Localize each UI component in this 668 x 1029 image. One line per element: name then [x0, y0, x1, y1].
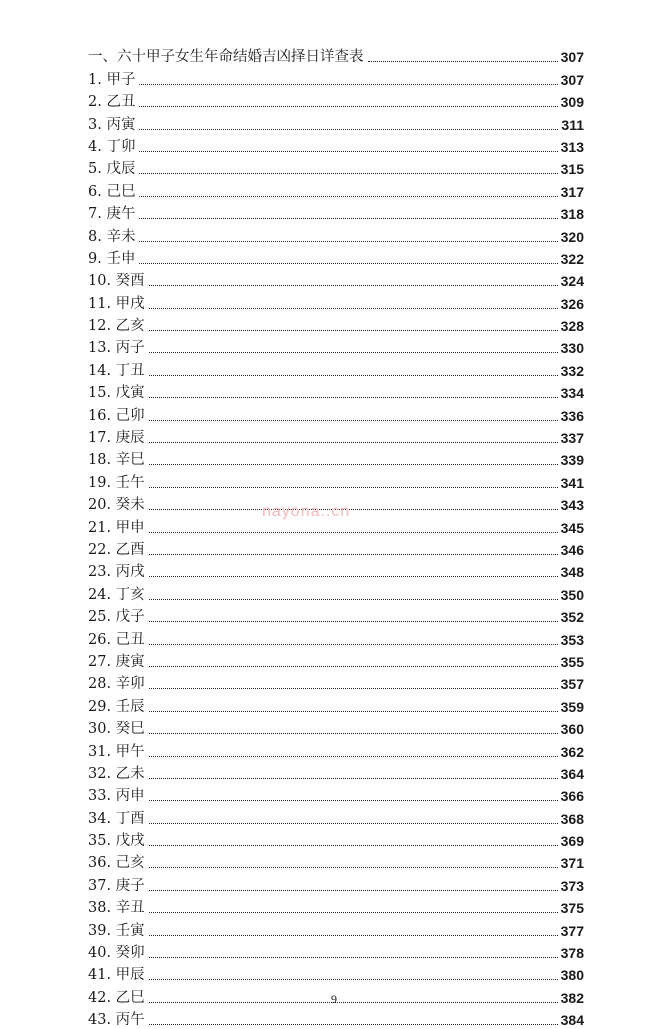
table-of-contents	[88, 44, 584, 1029]
toc-entry-page: 384	[560, 1012, 584, 1029]
toc-entry	[88, 335, 584, 357]
toc-entry	[88, 66, 584, 88]
dot-leader	[149, 397, 558, 398]
toc-entry	[88, 962, 584, 984]
toc-entry	[88, 223, 584, 245]
toc-entry-label: 16. 己卯	[88, 407, 145, 424]
toc-entry	[88, 134, 584, 156]
toc-entry-label: 24. 丁亥	[88, 586, 145, 603]
toc-entry-page: 350	[560, 586, 584, 603]
toc-entry-label: 15. 戊寅	[88, 385, 145, 402]
toc-entry-page: 328	[560, 318, 584, 335]
toc-entry	[88, 693, 584, 715]
toc-entry-label: 35. 戊戌	[88, 833, 145, 850]
toc-entry	[88, 201, 584, 223]
toc-entry-label: 27. 庚寅	[88, 653, 145, 670]
dot-leader	[139, 84, 557, 85]
toc-entry-label: 42. 乙巳	[88, 989, 145, 1006]
dot-leader	[149, 912, 558, 913]
watermark: nayona..cn	[262, 503, 351, 520]
toc-entry	[88, 626, 584, 648]
toc-entry-page: 353	[560, 631, 584, 648]
dot-leader	[149, 375, 558, 376]
toc-entry	[88, 805, 584, 827]
dot-leader	[139, 106, 557, 107]
toc-entry	[88, 290, 584, 312]
toc-entry-label: 32. 乙未	[88, 765, 145, 782]
dot-leader	[149, 532, 558, 533]
toc-entry-page: 378	[560, 945, 584, 962]
toc-entry-label: 11. 甲戌	[88, 295, 145, 312]
toc-entry-label: 3. 丙寅	[88, 116, 136, 133]
dot-leader	[149, 554, 558, 555]
toc-entry	[88, 537, 584, 559]
toc-entry-label: 37. 庚子	[88, 877, 145, 894]
toc-header-page: 307	[560, 49, 584, 66]
toc-entry-label: 29. 壬辰	[88, 698, 145, 715]
toc-entry	[88, 604, 584, 626]
toc-entry-label: 43. 丙午	[88, 1012, 145, 1029]
toc-entry-page: 315	[560, 161, 584, 178]
toc-entry-label: 6. 己巳	[88, 183, 136, 200]
toc-entry-label: 8. 辛未	[88, 228, 136, 245]
toc-entry-label: 30. 癸巳	[88, 721, 145, 738]
toc-entry-page: 337	[560, 430, 584, 447]
toc-entry	[88, 1007, 584, 1029]
dot-leader	[139, 263, 557, 264]
toc-entry-label: 36. 己亥	[88, 855, 145, 872]
dot-leader	[149, 487, 558, 488]
toc-entry	[88, 671, 584, 693]
dot-leader	[149, 756, 558, 757]
toc-entry	[88, 895, 584, 917]
dot-leader	[149, 442, 558, 443]
toc-entry	[88, 156, 584, 178]
toc-entry-label: 17. 庚辰	[88, 430, 145, 447]
toc-entry	[88, 425, 584, 447]
toc-entry-page: 332	[560, 362, 584, 379]
toc-entry-page: 307	[560, 71, 584, 88]
toc-entry-label: 13. 丙子	[88, 340, 145, 357]
dot-leader	[139, 151, 557, 152]
toc-entry	[88, 783, 584, 805]
toc-entry-page: 366	[560, 788, 584, 805]
toc-entry-label: 28. 辛卯	[88, 676, 145, 693]
toc-entry-label: 10. 癸酉	[88, 273, 145, 290]
toc-entry-label: 39. 壬寅	[88, 922, 145, 939]
toc-entry-label: 21. 甲申	[88, 519, 145, 536]
toc-entry	[88, 716, 584, 738]
dot-leader	[149, 957, 558, 958]
toc-entry-label: 19. 壬午	[88, 474, 145, 491]
dot-leader	[149, 935, 558, 936]
toc-entry	[88, 268, 584, 290]
toc-entry	[88, 559, 584, 581]
dot-leader	[149, 330, 558, 331]
toc-entry-page: 346	[560, 541, 584, 558]
toc-entry-page: 326	[560, 295, 584, 312]
dot-leader	[149, 576, 558, 577]
page-number: 9	[331, 992, 337, 1006]
toc-entry-page: 360	[560, 721, 584, 738]
dot-leader	[139, 129, 558, 130]
dot-leader	[149, 599, 558, 600]
dot-leader	[149, 644, 558, 645]
toc-entry	[88, 738, 584, 760]
toc-entry	[88, 469, 584, 491]
toc-entry-page: 357	[560, 676, 584, 693]
toc-entry-page: 318	[560, 206, 584, 223]
toc-entry-page: 311	[561, 116, 584, 133]
dot-leader	[149, 845, 558, 846]
dot-leader	[139, 196, 557, 197]
toc-entry-page: 380	[560, 967, 584, 984]
toc-entry	[88, 402, 584, 424]
toc-entry	[88, 246, 584, 268]
toc-entry-label: 23. 丙戌	[88, 564, 145, 581]
toc-entry	[88, 357, 584, 379]
toc-entry-page: 377	[560, 922, 584, 939]
toc-entry	[88, 447, 584, 469]
dot-leader	[368, 61, 558, 62]
toc-header-label: 一、六十甲子女生年命结婚吉凶择日详查表	[88, 49, 364, 66]
toc-entry-label: 40. 癸卯	[88, 945, 145, 962]
toc-entry-label: 2. 乙丑	[88, 94, 136, 111]
toc-entry-page: 341	[560, 474, 584, 491]
dot-leader	[149, 464, 558, 465]
toc-entry	[88, 850, 584, 872]
toc-entry	[88, 917, 584, 939]
toc-entry-page: 330	[560, 340, 584, 357]
dot-leader	[149, 621, 558, 622]
toc-entry-label: 33. 丙申	[88, 788, 145, 805]
toc-entry-page: 322	[560, 250, 584, 267]
dot-leader	[149, 352, 558, 353]
toc-entry-label: 4. 丁卯	[88, 138, 136, 155]
toc-entry-page: 355	[560, 653, 584, 670]
toc-entry	[88, 178, 584, 200]
toc-entry-page: 375	[560, 900, 584, 917]
toc-entry-label: 5. 戊辰	[88, 161, 136, 178]
toc-entry-label: 18. 辛巳	[88, 452, 145, 469]
dot-leader	[149, 800, 558, 801]
toc-entry-label: 7. 庚午	[88, 206, 136, 223]
toc-entry-label: 22. 乙酉	[88, 541, 145, 558]
toc-entry	[88, 111, 584, 133]
toc-entry-label: 9. 壬申	[88, 250, 136, 267]
toc-header-row	[88, 44, 584, 66]
toc-entry-page: 339	[560, 452, 584, 469]
toc-entry-page: 348	[560, 564, 584, 581]
dot-leader	[149, 688, 558, 689]
toc-entry-page: 334	[560, 385, 584, 402]
toc-entry	[88, 828, 584, 850]
dot-leader	[149, 733, 558, 734]
toc-entry-page: 369	[560, 833, 584, 850]
toc-entry-label: 20. 癸未	[88, 497, 145, 514]
dot-leader	[149, 666, 558, 667]
dot-leader	[149, 890, 558, 891]
toc-entry-page: 352	[560, 609, 584, 626]
toc-entry	[88, 872, 584, 894]
toc-entry-label: 14. 丁丑	[88, 362, 145, 379]
toc-entry-label: 25. 戊子	[88, 609, 145, 626]
dot-leader	[149, 823, 558, 824]
toc-entry-page: 382	[560, 989, 584, 1006]
dot-leader	[149, 308, 558, 309]
toc-entry-page: 368	[560, 810, 584, 827]
toc-entry-page: 309	[560, 94, 584, 111]
toc-entry	[88, 940, 584, 962]
toc-entry-page: 362	[560, 743, 584, 760]
toc-entry-label: 26. 己丑	[88, 631, 145, 648]
dot-leader	[139, 173, 557, 174]
toc-entry-page: 313	[560, 138, 584, 155]
dot-leader	[149, 420, 558, 421]
toc-entry-page: 324	[560, 273, 584, 290]
dot-leader	[149, 778, 558, 779]
toc-entry-label: 34. 丁酉	[88, 810, 145, 827]
toc-entry-page: 320	[560, 228, 584, 245]
dot-leader	[139, 218, 557, 219]
toc-entry-page: 345	[560, 519, 584, 536]
toc-entry-page: 371	[560, 855, 584, 872]
toc-entry-page: 359	[560, 698, 584, 715]
toc-entry-label: 38. 辛丑	[88, 900, 145, 917]
toc-entry	[88, 761, 584, 783]
toc-entry-label: 31. 甲午	[88, 743, 145, 760]
toc-entry-label: 41. 甲辰	[88, 967, 145, 984]
toc-entry	[88, 649, 584, 671]
toc-entry	[88, 89, 584, 111]
toc-entry-label: 1. 甲子	[88, 71, 136, 88]
dot-leader	[149, 867, 558, 868]
toc-entry	[88, 313, 584, 335]
toc-entry	[88, 380, 584, 402]
toc-entry-page: 336	[560, 407, 584, 424]
toc-entry-page: 343	[560, 497, 584, 514]
toc-entries	[88, 66, 584, 1029]
toc-entry-page: 317	[560, 183, 584, 200]
toc-entry	[88, 581, 584, 603]
toc-entry-page: 364	[560, 765, 584, 782]
dot-leader	[139, 241, 557, 242]
dot-leader	[149, 509, 558, 510]
dot-leader	[149, 285, 558, 286]
dot-leader	[149, 979, 558, 980]
toc-entry-page: 373	[560, 877, 584, 894]
toc-entry-label: 12. 乙亥	[88, 318, 145, 335]
dot-leader	[149, 711, 558, 712]
